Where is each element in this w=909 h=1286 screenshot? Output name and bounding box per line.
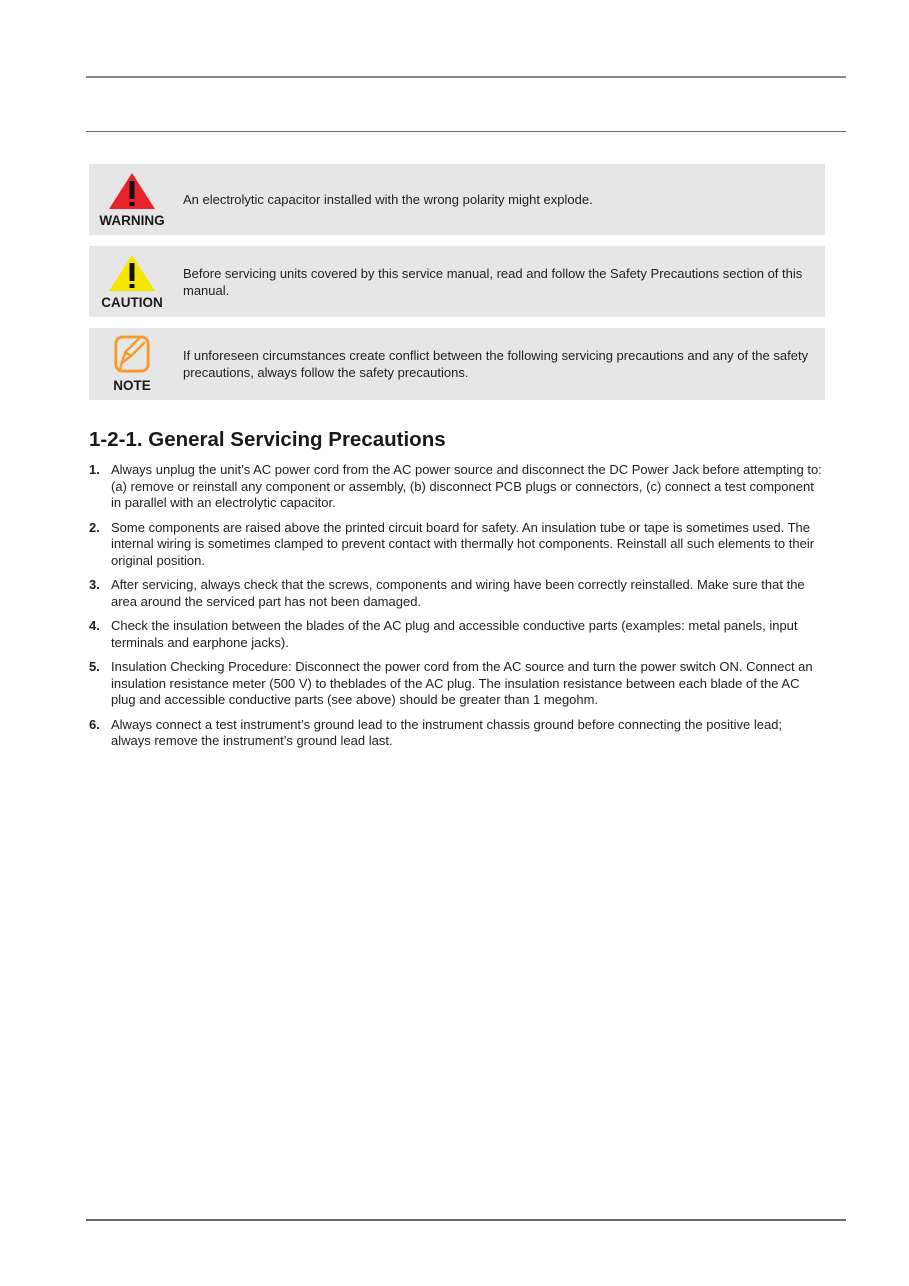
item-text: Check the insulation between the blades of the AC plug and accessible conductive parts (examples: metal panels, input terminals and earphone jacks). bbox=[111, 618, 798, 650]
footer-rule bbox=[86, 1219, 846, 1221]
list-item bbox=[89, 717, 825, 750]
item-number: 3. bbox=[89, 577, 100, 592]
caution-label: CAUTION bbox=[101, 295, 163, 310]
list-item bbox=[89, 520, 825, 570]
item-number: 6. bbox=[89, 716, 100, 732]
header-top-rule bbox=[86, 76, 846, 78]
note-text: If unforeseen circumstances create conflict between the following servicing precautions and any of the safety precautions, always follow the safety precautions. bbox=[183, 348, 809, 380]
warning-text: An electrolytic capacitor installed with the wrong polarity might explode. bbox=[183, 192, 593, 207]
list-item bbox=[89, 462, 825, 512]
section-title: 1-2-1. General Servicing Precautions bbox=[89, 428, 446, 451]
item-text: Always unplug the unit’s AC power cord from the AC power source and disconnect the DC Power Jack before attempting to: (a) remove or reinstall any component or assembly, (b) disconnect PCB plugs or connectors, (c) connect a test component in parallel with an electrolytic capacitor. bbox=[111, 462, 822, 510]
note-pencil-icon bbox=[107, 335, 157, 373]
item-number: 4. bbox=[89, 618, 100, 633]
warning-notice bbox=[89, 164, 825, 235]
item-number: 1. bbox=[89, 462, 100, 477]
warning-label: WARNING bbox=[99, 213, 165, 228]
item-text: After servicing, always check that the screws, components and wiring have been correctly reinstalled. Make sure that the area around the serviced part has not been damaged. bbox=[111, 577, 805, 609]
list-item bbox=[89, 618, 825, 651]
caution-text: Before servicing units covered by this service manual, read and follow the Safety Precautions section of this manual. bbox=[183, 266, 803, 298]
header-bottom-rule bbox=[86, 131, 846, 132]
caution-triangle-icon bbox=[107, 254, 157, 292]
item-text: Some components are raised above the printed circuit board for safety. An insulation tube or tape is sometimes used. The internal wiring is sometimes clamped to prevent contact with thermally hot components. Reinstall all such elements to their original position. bbox=[111, 519, 815, 568]
item-text: Always connect a test instrument’s ground lead to the instrument chassis ground before connecting the positive lead; always remove the instrument’s ground lead last. bbox=[111, 716, 783, 748]
warning-triangle-icon bbox=[107, 172, 157, 210]
note-notice bbox=[89, 328, 825, 400]
list-item bbox=[89, 577, 825, 610]
caution-notice bbox=[89, 246, 825, 317]
item-number: 5. bbox=[89, 659, 100, 674]
item-text: Insulation Checking Procedure: Disconnect the power cord from the AC source and turn the power switch ON. Connect an insulation resistance meter (500 V) to theblades of the AC plug. The insulation resistance between each blade of the AC plug and accessible conductive parts (see above) should be greater than 1 megohm. bbox=[111, 659, 813, 707]
precautions-list bbox=[89, 462, 825, 758]
item-number: 2. bbox=[89, 519, 100, 535]
note-label: NOTE bbox=[113, 378, 151, 393]
list-item bbox=[89, 659, 825, 709]
